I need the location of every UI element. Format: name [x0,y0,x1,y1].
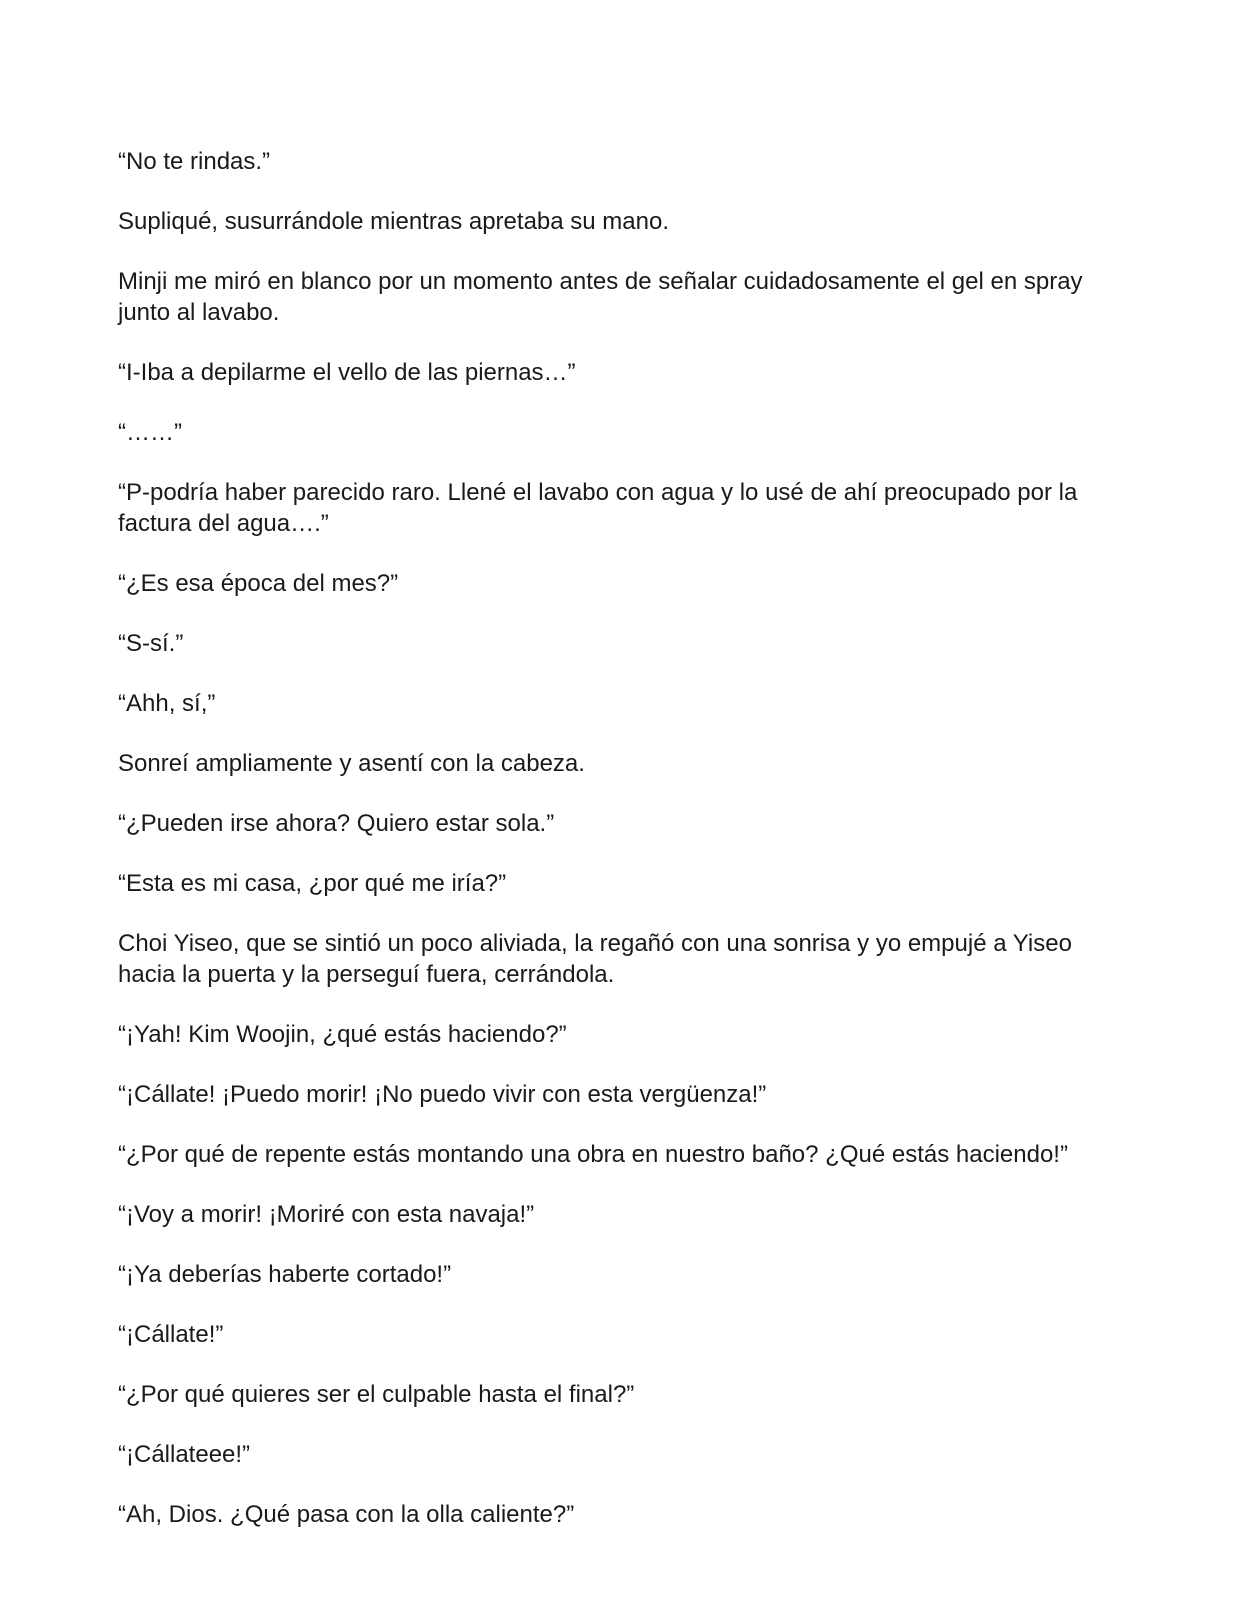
paragraph: “S-sí.” [118,630,184,657]
paragraph: “¿Por qué quieres ser el culpable hasta el final?” [118,1381,635,1408]
paragraph: “I-Iba a depilarme el vello de las piernas…” [118,359,576,386]
paragraph: “¿Por qué de repente estás montando una obra en nuestro baño? ¿Qué estás haciendo!” [118,1141,1068,1168]
paragraph: “Ah, Dios. ¿Qué pasa con la olla caliente?” [118,1501,575,1528]
document-body [118,146,1128,1559]
paragraph: “¡Ya deberías haberte cortado!” [118,1261,452,1288]
paragraph: “¿Pueden irse ahora? Quiero estar sola.” [118,810,555,837]
paragraph: Sonreí ampliamente y asentí con la cabeza. [118,750,585,777]
paragraph: Choi Yiseo, que se sintió un poco aliviada, la regañó con una sonrisa y yo empujé a Yiseo hacia la puerta y la perseguí fuera, cerrándola. [118,930,1072,988]
paragraph: “¿Es esa época del mes?” [118,570,399,597]
paragraph: “Esta es mi casa, ¿por qué me iría?” [118,870,507,897]
paragraph: “¡Cállate!” [118,1321,224,1348]
paragraph: Supliqué, susurrándole mientras apretaba su mano. [118,208,669,235]
paragraph: “¡Cállateee!” [118,1441,251,1468]
paragraph: Minji me miró en blanco por un momento antes de señalar cuidadosamente el gel en spray junto al lavabo. [118,268,1083,326]
paragraph: “P-podría haber parecido raro. Llené el lavabo con agua y lo usé de ahí preocupado por la factura del agua….” [118,479,1078,537]
paragraph: “¡Yah! Kim Woojin, ¿qué estás haciendo?” [118,1021,567,1048]
paragraph: “¡Voy a morir! ¡Moriré con esta navaja!” [118,1201,535,1228]
paragraph: “……” [118,419,182,446]
paragraph: “¡Cállate! ¡Puedo morir! ¡No puedo vivir con esta vergüenza!” [118,1081,767,1108]
paragraph: “No te rindas.” [118,148,271,175]
paragraph: “Ahh, sí,” [118,690,216,717]
